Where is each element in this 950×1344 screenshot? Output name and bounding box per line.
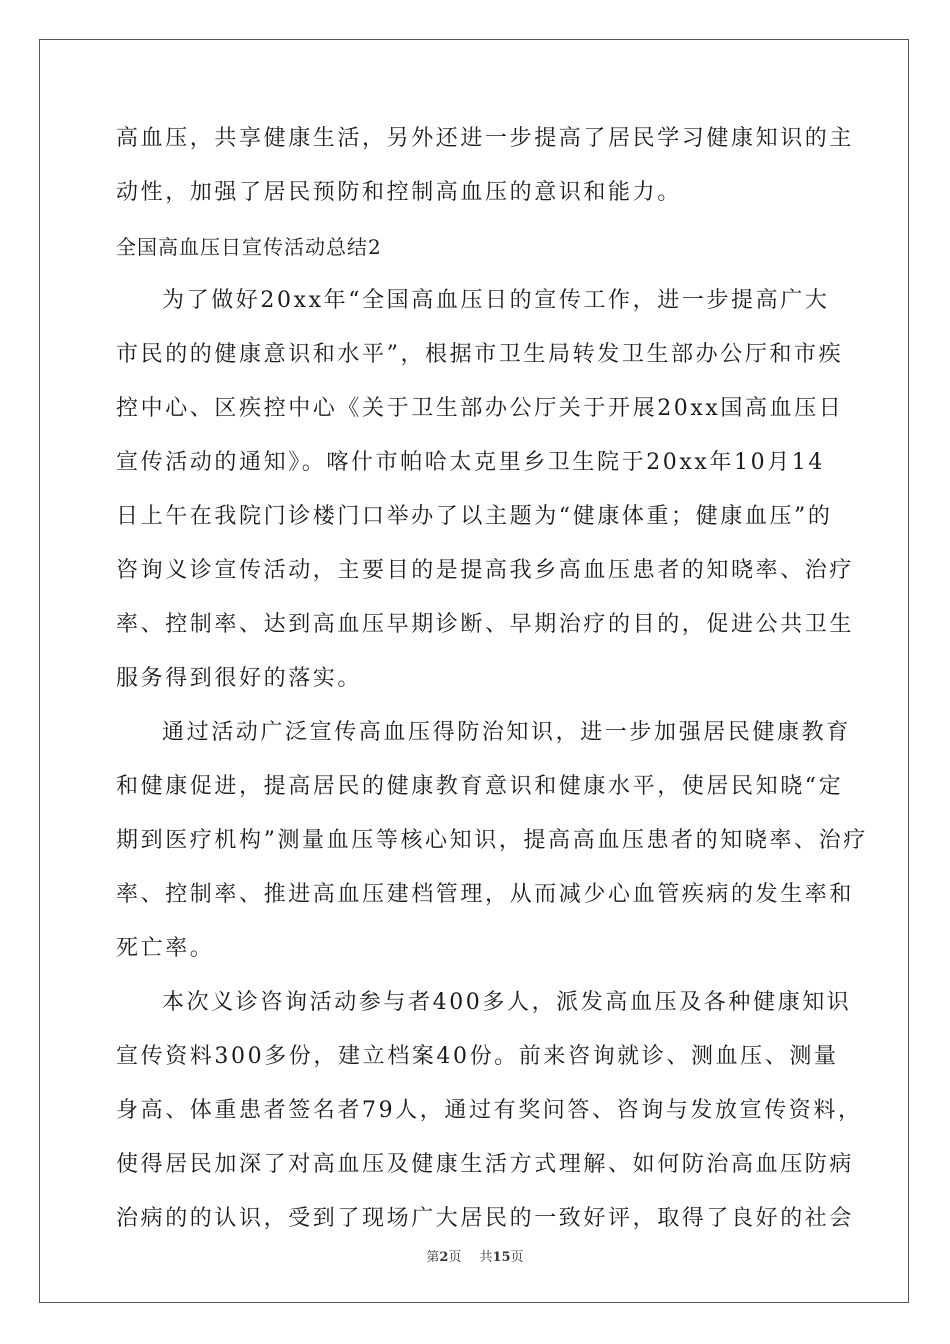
total-prefix: 共 — [479, 1250, 493, 1265]
paragraph-first-line: 通过活动广泛宣传高血压得防治知识，进一步加强居民健康教育 — [162, 720, 851, 745]
text-line: 使得居民加深了对高血压及健康生活方式理解、如何防治高血压防病 — [116, 1152, 855, 1177]
section-heading: 全国高血压日宣传活动总结2 — [116, 235, 382, 259]
text-line: 死亡率。 — [116, 936, 215, 961]
text-line: 率、控制率、达到高血压早期诊断、早期治疗的目的，促进公共卫生 — [116, 612, 855, 637]
total-suffix: 页 — [510, 1250, 524, 1265]
page-suffix: 页 — [448, 1250, 462, 1265]
text-line: 高血压，共享健康生活，另外还进一步提高了居民学习健康知识的主 — [116, 126, 855, 151]
current-page-number: 2 — [439, 1250, 449, 1265]
paragraph-first-line: 本次义诊咨询活动参与者400多人，派发高血压及各种健康知识 — [162, 990, 852, 1015]
text-line: 宣传资料300多份，建立档案40份。前来咨询就诊、测血压、测量 — [116, 1044, 839, 1069]
text-line: 治病的的认识，受到了现场广大居民的一致好评，取得了良好的社会 — [116, 1206, 855, 1231]
text-line: 咨询义诊宣传活动，主要目的是提高我乡高血压患者的知晓率、治疗 — [116, 558, 855, 583]
text-line: 宣传活动的通知》。喀什市帕哈太克里乡卫生院于20xx年10月14 — [116, 450, 825, 475]
text-line: 身高、体重患者签名者79人，通过有奖问答、咨询与发放宣传资料， — [116, 1098, 863, 1123]
page-footer — [0, 1246, 950, 1265]
total-page-count: 15 — [492, 1250, 511, 1265]
text-line: 和健康促进，提高居民的健康教育意识和健康水平，使居民知晓“定 — [116, 774, 844, 799]
text-line: 服务得到很好的落实。 — [116, 666, 363, 691]
text-line: 日上午在我院门诊楼门口举办了以主题为“健康体重；健康血压”的 — [116, 504, 833, 529]
text-line: 动性，加强了居民预防和控制高血压的意识和能力。 — [116, 180, 682, 205]
text-line: 率、控制率、推进高血压建档管理，从而减少心血管疾病的发生率和 — [116, 882, 855, 907]
text-line: 市民的的健康意识和水平”，根据市卫生局转发卫生部办公厅和市疾 — [116, 342, 844, 367]
paragraph-first-line: 为了做好20xx年“全国高血压日的宣传工作，进一步提高广大 — [162, 288, 830, 313]
text-line: 期到医疗机构”测量血压等核心知识，提高高血压患者的知晓率、治疗 — [116, 828, 868, 853]
page-prefix: 第 — [426, 1250, 440, 1265]
text-line: 控中心、区疾控中心《关于卫生部办公厅关于开展20xx国高血压日 — [116, 396, 844, 421]
